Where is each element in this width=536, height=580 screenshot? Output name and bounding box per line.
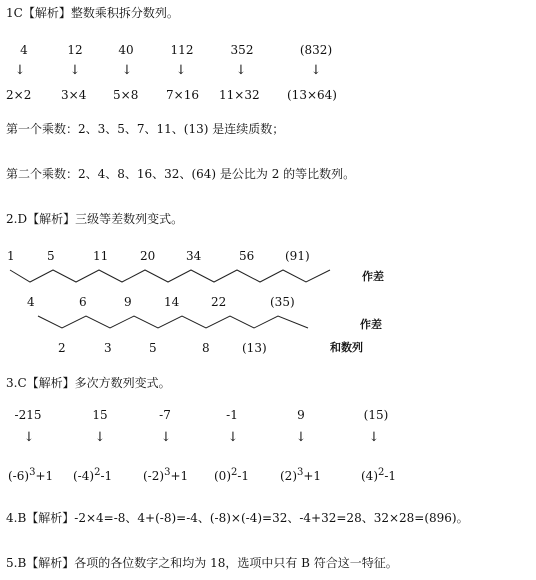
q1-row2-item: 2×2	[6, 88, 32, 102]
q2-row2-item: (35)	[270, 295, 295, 309]
q1-row2-item: 5×8	[113, 88, 139, 102]
down-arrow-icon: ↓	[295, 430, 307, 445]
q5-explanation: 5.B【解析】各项的各位数字之和均为 18，选项中只有 B 符合这一特征。	[6, 556, 398, 570]
q2-row2-item: 22	[211, 295, 227, 309]
q4-explanation: 4.B【解析】-2×4=-8、4+(-8)=-4、(-8)×(-4)=32、-4+32=28、32×28=(896)。	[6, 511, 469, 525]
q2-row1-item: 11	[93, 249, 109, 263]
q1-row1-item: 40	[118, 43, 134, 57]
q2-row3-item: 3	[104, 341, 112, 355]
q1-row1-item: 112	[170, 43, 194, 57]
q3-power-expression: $(4)^2-1$	[361, 467, 397, 483]
difference-label: 作差	[360, 318, 382, 331]
q1-row1-item: 4	[20, 43, 28, 57]
q2-row1-item: 1	[7, 249, 15, 263]
q1-row2-item: 11×32	[219, 88, 260, 102]
q2-heading: 2.D【解析】三级等差数列变式。	[6, 212, 184, 226]
down-arrow-icon: ↓	[69, 63, 81, 78]
q3-power-expression: $(-4)^2-1$	[73, 467, 113, 483]
down-arrow-icon: ↓	[310, 63, 322, 78]
down-arrow-icon: ↓	[160, 430, 172, 445]
q1-row1-item: (832)	[299, 43, 333, 57]
down-arrow-icon: ↓	[227, 430, 239, 445]
down-arrow-icon: ↓	[235, 63, 247, 78]
q2-row2-item: 14	[164, 295, 180, 309]
q3-row1-item: -1	[226, 408, 238, 422]
q2-row2-item: 6	[79, 295, 87, 309]
down-arrow-icon: ↓	[121, 63, 133, 78]
down-arrow-icon: ↓	[368, 430, 380, 445]
q1-explanation-1: 第一个乘数：2、3、5、7、11、(13) 是连续质数；	[6, 122, 285, 136]
q1-row2-item: (13×64)	[287, 88, 337, 102]
difference-label: 作差	[362, 270, 384, 283]
q3-row1-item: 9	[297, 408, 305, 422]
q1-heading: 1C【解析】整数乘积拆分数列。	[6, 6, 179, 20]
zigzag-line-1	[10, 270, 330, 282]
q3-heading: 3.C【解析】多次方数列变式。	[6, 376, 171, 390]
q3-row1-item: -7	[159, 408, 171, 422]
q3-power-expression: $(2)^3+1$	[280, 467, 322, 483]
q2-row2-item: 9	[124, 295, 132, 309]
sum-sequence-label: 和数列	[330, 341, 363, 354]
q2-row3-item: (13)	[242, 341, 267, 355]
q2-row1-item: 5	[47, 249, 55, 263]
zigzag-line-2	[38, 316, 308, 328]
down-arrow-icon: ↓	[175, 63, 187, 78]
q3-power-expression: $(-6)^3+1$	[8, 467, 54, 483]
q2-row1-item: 56	[239, 249, 255, 263]
q2-row1-item: 20	[140, 249, 156, 263]
q1-row2-item: 3×4	[61, 88, 87, 102]
q3-power-expression: $(-2)^3+1$	[143, 467, 189, 483]
q2-row2-item: 4	[27, 295, 35, 309]
q1-row1-item: 12	[67, 43, 83, 57]
q2-row3-item: 8	[202, 341, 210, 355]
q2-row3-item: 5	[149, 341, 157, 355]
q2-row1-item: (91)	[285, 249, 310, 263]
down-arrow-icon: ↓	[14, 63, 26, 78]
down-arrow-icon: ↓	[94, 430, 106, 445]
q1-row2-item: 7×16	[166, 88, 199, 102]
q3-row1-item: (15)	[363, 408, 389, 422]
q3-power-expression: $(0)^2-1$	[214, 467, 250, 483]
q2-row1-item: 34	[186, 249, 202, 263]
q3-row1-item: 15	[92, 408, 108, 422]
q2-row3-item: 2	[58, 341, 66, 355]
down-arrow-icon: ↓	[23, 430, 35, 445]
q1-row1-item: 352	[230, 43, 254, 57]
q1-explanation-2: 第二个乘数：2、4、8、16、32、(64) 是公比为 2 的等比数列。	[6, 167, 356, 181]
q3-row1-item: -215	[14, 408, 42, 422]
